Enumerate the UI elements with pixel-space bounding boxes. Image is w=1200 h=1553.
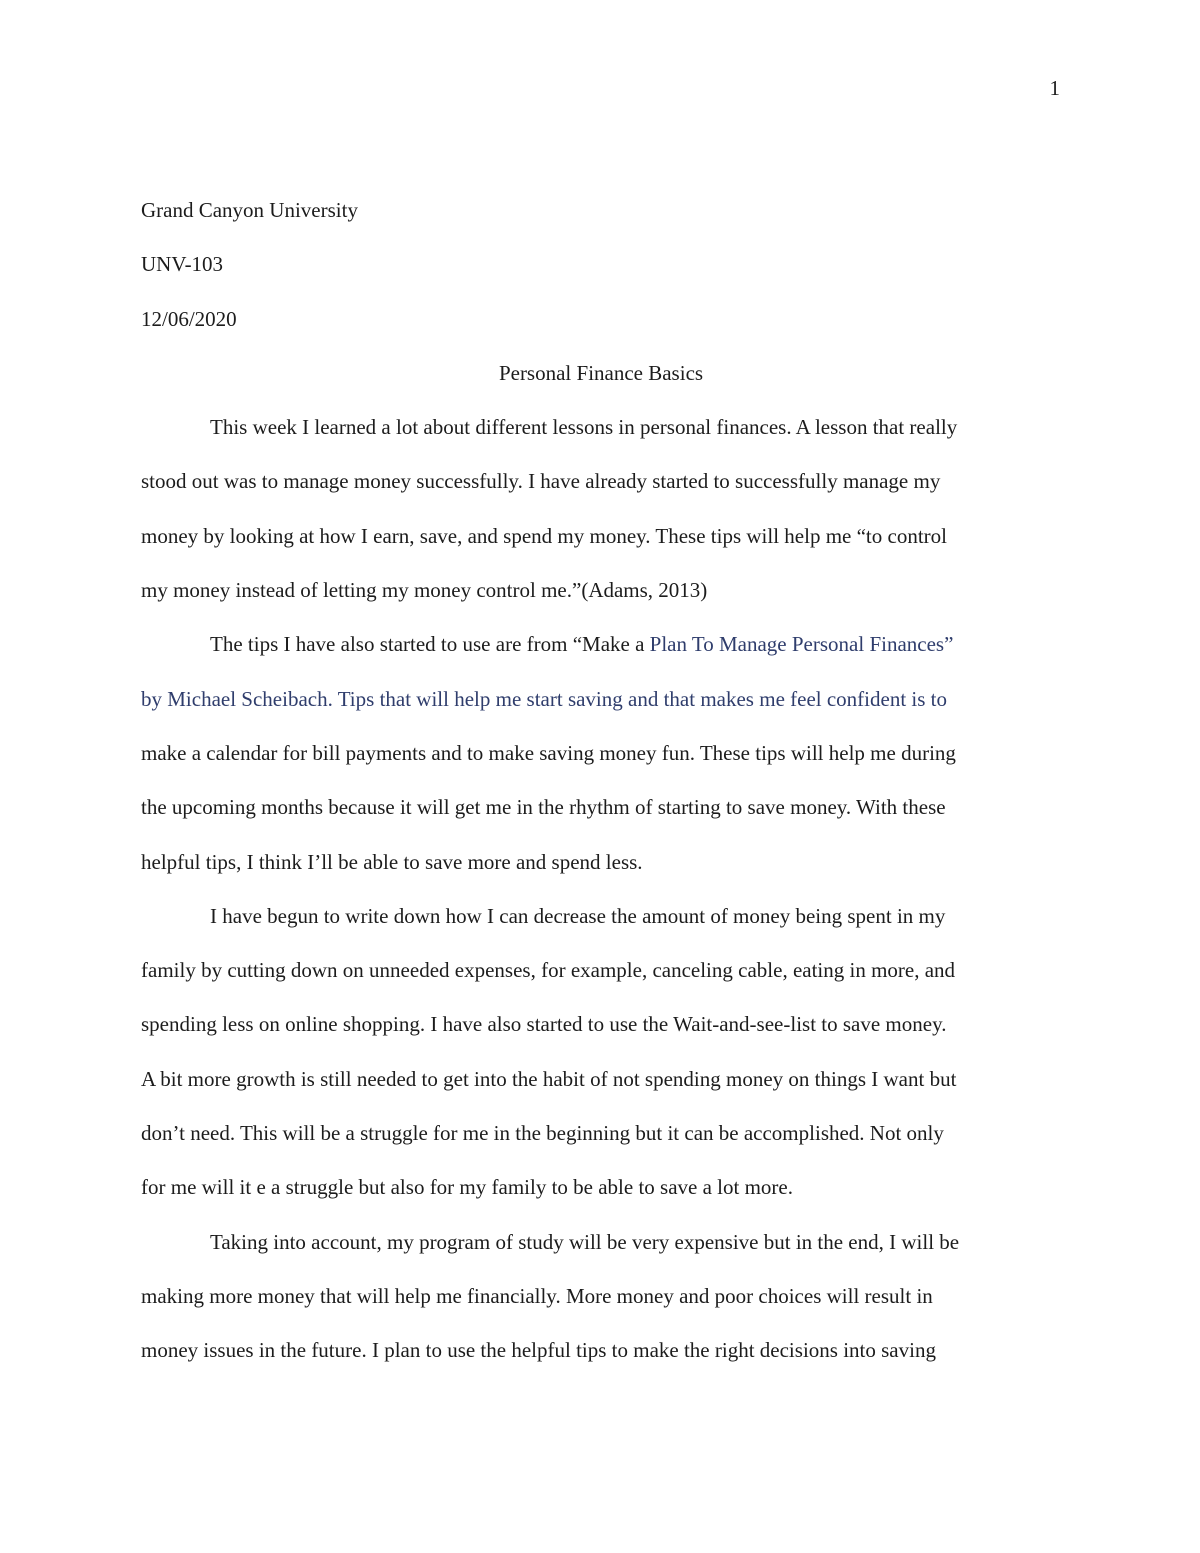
- paragraph-line: This week I learned a lot about different lessons in personal finances. A lesson that really: [210, 415, 958, 440]
- paragraph-line: family by cutting down on unneeded expenses, for example, canceling cable, eating in more, and: [141, 958, 956, 983]
- source-link-continued[interactable]: by Michael Scheibach. Tips that will help me start saving and that makes me feel confident is to: [141, 686, 947, 711]
- paragraph-line: helpful tips, I think I’ll be able to save more and spend less.: [141, 849, 643, 874]
- paragraph-line: I have begun to write down how I can decrease the amount of money being spent in my: [210, 903, 946, 928]
- paragraph-4: [141, 1215, 1061, 1378]
- document-date: 12/06/2020: [141, 306, 237, 331]
- paragraph-line: money by looking at how I earn, save, and spend my money. These tips will help me “to control: [141, 523, 947, 548]
- source-link[interactable]: Plan To Manage Personal Finances”: [649, 632, 954, 657]
- school-name: Grand Canyon University: [141, 198, 358, 222]
- paragraph-line: A bit more growth is still needed to get into the habit of not spending money on things I want but: [141, 1066, 957, 1091]
- paragraph-text: The tips I have also started to use are from “Make a: [210, 632, 650, 657]
- course-code: UNV-103: [141, 252, 224, 277]
- page-number: 1: [1049, 76, 1060, 100]
- paragraph-line: Taking into account, my program of study will be very expensive but in the end, I will be: [210, 1229, 960, 1254]
- document-title: Personal Finance Basics: [498, 360, 704, 385]
- paragraph-line: making more money that will help me financially. More money and poor choices will result in: [141, 1283, 933, 1308]
- paragraph-line: make a calendar for bill payments and to make saving money fun. These tips will help me during: [141, 740, 956, 765]
- paragraph-3: [141, 889, 1061, 1215]
- paragraph-line: spending less on online shopping. I have also started to use the Wait-and-see-list to save money.: [141, 1012, 947, 1037]
- paragraph-line: stood out was to manage money successfully. I have already started to successfully manage my: [141, 469, 941, 494]
- paragraph-line: for me will it e a struggle but also for my family to be able to save a lot more.: [141, 1175, 793, 1200]
- document-body: [141, 183, 1061, 1378]
- paragraph-line: don’t need. This will be a struggle for me in the beginning but it can be accomplished. Not only: [141, 1121, 944, 1146]
- paragraph-line: [141, 617, 1061, 671]
- paragraph-1: [141, 400, 1061, 617]
- paragraph-line: my money instead of letting my money control me.”(Adams, 2013): [141, 578, 708, 603]
- paragraph-2: [141, 617, 1061, 888]
- paragraph-line: money issues in the future. I plan to use the helpful tips to make the right decisions into saving: [141, 1338, 936, 1363]
- paragraph-line: the upcoming months because it will get me in the rhythm of starting to save money. With these: [141, 795, 946, 820]
